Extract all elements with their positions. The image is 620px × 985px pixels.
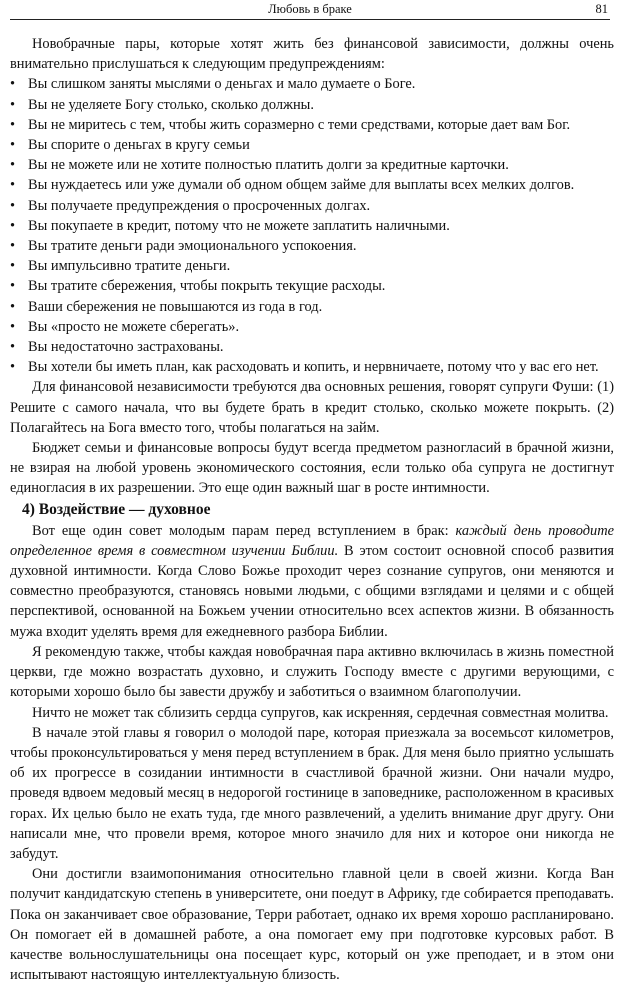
section-heading: 4) Воздействие — духовное bbox=[22, 500, 211, 518]
running-title: Любовь в браке bbox=[268, 2, 352, 16]
warning-item: • Вы не миритесь с тем, чтобы жить соразмерно с теми средствами, которые дает вам Бог. bbox=[10, 115, 614, 135]
warning-item: • Ваши сбережения не повышаются из года в год. bbox=[10, 297, 614, 317]
warning-item: • Вы не уделяете Богу столько, сколько должны. bbox=[10, 95, 614, 115]
advice-rest: В этом состоит основной способ развития духовной интимности. Когда Слово Божье проходит через сознание супругов, они меняются и совместно преобразуются, становясь новыми людьми, с общими взглядами и целями и с общей перспективой, основанной на Божьем учении относительно всех аспектов жизни. В обязанность мужа входит уделять время для ежедневного разбора Библии. bbox=[10, 542, 615, 640]
advice-lead: Вот еще один совет молодым парам перед вступлением в брак: bbox=[32, 522, 456, 539]
intro-paragraph: Новобрачные пары, которые хотят жить без финансовой зависимости, должны очень внимательно прислушаться к следующим предупреждениям: bbox=[10, 36, 614, 73]
advice-emphasis: каждый день проводите определенное время в совместном изучении Библии. bbox=[10, 522, 614, 559]
warning-item: • Вы «просто не можете сберегать». bbox=[10, 317, 614, 337]
warning-item: • Вы тратите сбережения, чтобы покрыть текущие расходы. bbox=[10, 276, 614, 296]
warning-item: • Вы тратите деньги ради эмоционального успокоения. bbox=[10, 236, 614, 256]
goal-paragraph: Они достигли взаимопонимания относительно главной цели в своей жизни. Когда Ван получит кандидатскую степень в университете, они поедут в Африку, где собирается преподавать. Пока он заканчивает свое образование, Терри работает, однако их время хорошо распланировано. Он помогает ей в домашней работе, а она помогает ему при подготовке курсовых работ. В качестве вольнослушательницы она посещает курс, который он уже преподает, и в этом они испытывают настоящую интеллектуальную близость. bbox=[10, 866, 614, 984]
page-body bbox=[10, 34, 614, 985]
warning-item: • Вы получаете предупреждения о просроченных долгах. bbox=[10, 196, 614, 216]
warning-item: • Вы покупаете в кредит, потому что не можете заплатить наличными. bbox=[10, 216, 614, 236]
advice-paragraph bbox=[10, 521, 614, 642]
warning-list bbox=[10, 74, 614, 377]
couple-paragraph: В начале этой главы я говорил о молодой паре, которая приезжала за восемьсот километров, чтобы проконсультироваться у меня перед вступлением в брак. Для меня было приятно услышать об их прогрессе в созидании интимности в счастливой брачной жизни. Они начали мудро, проведя вдвоем медовый месяц в недорогой гостинице в заповеднике, расположенном в красивых горах. Их целью было не ехать туда, где много развлечений, а уделить внимание друг другу. Они написали мне, что провели время, которое много значило для них и которое они никогда не забудут. bbox=[10, 724, 614, 862]
church-paragraph: Я рекомендую также, чтобы каждая новобрачная пара активно включилась в жизнь поместной церкви, где можно возрастать духовно, и служить Господу вместе с другими верующими, с которыми хорошо было бы завести дружбу и заботиться о взаимном благополучии. bbox=[10, 643, 614, 701]
running-header bbox=[10, 0, 610, 20]
warning-item: • Вы спорите о деньгах в кругу семьи bbox=[10, 135, 614, 155]
warning-item: • Вы импульсивно тратите деньги. bbox=[10, 256, 614, 276]
page-number: 81 bbox=[595, 2, 608, 16]
prayer-paragraph: Ничто не может так сблизить сердца супругов, как искренняя, сердечная совместная молитва. bbox=[32, 704, 609, 721]
warning-item: • Вы хотели бы иметь план, как расходовать и копить, и нервничаете, потому что у вас его нет. bbox=[10, 357, 614, 377]
fushi-paragraph: Для финансовой независимости требуются два основных решения, говорят супруги Фуши: (1) Решите с самого начала, что вы будете брать в кредит столько, сколько можете покрыть. (2) Полагайтесь на Бога вместо того, чтобы полагаться на займ. bbox=[10, 379, 614, 436]
budget-paragraph: Бюджет семьи и финансовые вопросы будут всегда предметом разногласий в брачной жизни, не взирая на любой уровень экономического состояния, если только оба супруга не достигнут единогласия в их разрешении. Это еще один важный шаг в росте интимности. bbox=[10, 440, 614, 497]
warning-item: • Вы нуждаетесь или уже думали об одном общем займе для выплаты всех мелких долгов. bbox=[10, 175, 614, 195]
warning-item: • Вы не можете или не хотите полностью платить долги за кредитные карточки. bbox=[10, 155, 614, 175]
warning-item: • Вы недостаточно застрахованы. bbox=[10, 337, 614, 357]
warning-item: • Вы слишком заняты мыслями о деньгах и мало думаете о Боге. bbox=[10, 74, 614, 94]
